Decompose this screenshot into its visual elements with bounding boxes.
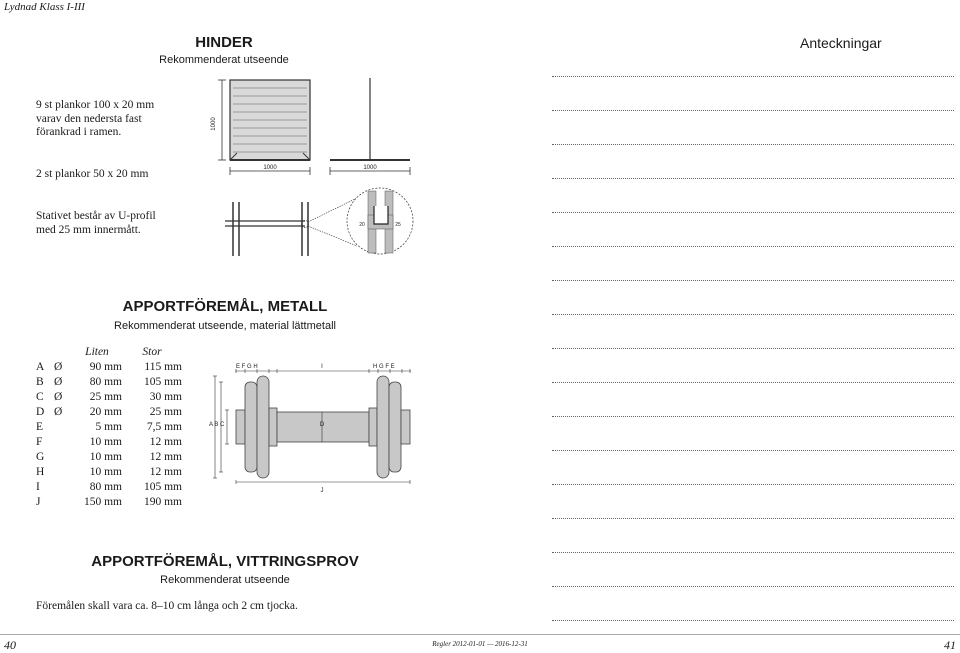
row-small: 10 mm	[89, 451, 122, 463]
col-large-header: Stor	[142, 346, 162, 358]
row-large: 105 mm	[143, 376, 182, 388]
row-large: 115 mm	[144, 361, 182, 373]
label-efgh-right: H G F E	[373, 364, 395, 370]
label-abc: A B C	[209, 422, 225, 428]
dim-base: 1000	[363, 165, 377, 171]
row-large: 7,5 mm	[146, 421, 182, 433]
row-letter: C	[36, 391, 44, 403]
table-row	[36, 420, 182, 435]
dim-width: 1000	[263, 165, 277, 171]
table-row	[36, 405, 182, 420]
text-line: förankrad i ramen.	[36, 126, 122, 138]
note-line	[552, 314, 954, 315]
text-line: med 25 mm innermått.	[36, 223, 141, 236]
text-line: 9 st plankor 100 x 20 mm	[36, 99, 155, 111]
row-letter: E	[36, 421, 44, 433]
note-line	[552, 552, 954, 553]
row-letter: A	[36, 361, 45, 373]
row-letter: I	[36, 481, 40, 493]
metall-subtitle: Rekommenderat utseende, material lättmetall	[114, 320, 336, 332]
row-letter: F	[36, 436, 43, 448]
table-row	[36, 390, 182, 405]
running-title: Lydnad Klass I-III	[4, 1, 85, 13]
row-small: 10 mm	[89, 466, 122, 478]
row-letter: J	[36, 496, 41, 508]
table-row	[36, 465, 182, 480]
note-line	[552, 416, 954, 417]
row-large: 25 mm	[149, 406, 182, 418]
footer-center: Regler 2012-01-01 — 2016-12-31	[432, 640, 528, 648]
row-symbol: Ø	[54, 391, 63, 403]
row-large: 12 mm	[149, 466, 182, 478]
label-efgh-left: E F G H	[236, 364, 258, 370]
table-row	[36, 360, 182, 375]
note-line	[552, 144, 954, 145]
row-small: 150 mm	[83, 496, 122, 508]
row-symbol	[54, 435, 72, 450]
row-large: 105 mm	[143, 481, 182, 493]
page-number-left: 40	[4, 638, 16, 652]
row-large: 30 mm	[149, 391, 182, 403]
row-symbol	[54, 495, 72, 510]
text-line: Stativet består av U-profil	[36, 210, 156, 222]
text-line: varav den nedersta fast	[36, 112, 142, 125]
row-large: 12 mm	[149, 451, 182, 463]
row-small: 25 mm	[89, 391, 122, 403]
note-line	[552, 178, 954, 179]
note-line	[552, 76, 954, 77]
row-small: 5 mm	[95, 421, 122, 433]
dumbbell-diagram	[205, 358, 425, 498]
note-line	[552, 280, 954, 281]
hinder-title: HINDER	[195, 34, 253, 51]
page-number-right: 41	[944, 638, 956, 652]
row-small: 80 mm	[89, 481, 122, 493]
label-i: I	[321, 364, 323, 370]
metall-title: APPORTFÖREMÅL, METALL	[122, 298, 328, 315]
row-letter: H	[36, 466, 45, 478]
dim-height: 1000	[211, 117, 217, 131]
note-line	[552, 484, 954, 485]
hinder-text-planks-small: 2 st plankor 50 x 20 mm	[36, 168, 149, 180]
note-line	[552, 348, 954, 349]
hinder-diagram	[205, 76, 420, 266]
row-symbol	[54, 420, 72, 435]
table-header-row	[36, 345, 182, 360]
metall-spec-table	[36, 345, 182, 510]
label-d: D	[319, 422, 325, 428]
vittring-title: APPORTFÖREMÅL, VITTRINGSPROV	[91, 553, 359, 570]
table-row	[36, 495, 182, 510]
row-large: 12 mm	[149, 436, 182, 448]
footer-rule	[0, 634, 960, 635]
label-j: J	[320, 488, 324, 494]
row-letter: B	[36, 376, 44, 388]
notes-title: Anteckningar	[800, 35, 882, 51]
row-small: 20 mm	[89, 406, 122, 418]
row-letter: G	[36, 451, 45, 463]
row-symbol	[54, 450, 72, 465]
hinder-subtitle: Rekommenderat utseende	[159, 54, 289, 66]
vittring-subtitle: Rekommenderat utseende	[160, 574, 290, 586]
row-symbol	[54, 480, 72, 495]
row-large: 190 mm	[143, 496, 182, 508]
row-letter: D	[36, 406, 45, 418]
table-row	[36, 450, 182, 465]
note-line	[552, 110, 954, 111]
note-line	[552, 518, 954, 519]
row-small: 10 mm	[89, 436, 122, 448]
hinder-text-planks	[36, 99, 154, 140]
dim-u-b: 25	[395, 222, 401, 228]
note-line	[552, 620, 954, 621]
note-line	[552, 382, 954, 383]
hinder-text-stand	[36, 210, 156, 237]
row-small: 90 mm	[89, 361, 122, 373]
note-line	[552, 246, 954, 247]
table-row	[36, 480, 182, 495]
note-line	[552, 450, 954, 451]
vittring-text: Föremålen skall vara ca. 8–10 cm långa och 2 cm tjocka.	[36, 600, 298, 612]
row-symbol: Ø	[54, 406, 63, 418]
dim-u-a: 20	[359, 222, 365, 228]
table-row	[36, 375, 182, 390]
row-symbol	[54, 465, 72, 480]
row-small: 80 mm	[89, 376, 122, 388]
table-row	[36, 435, 182, 450]
col-small-header: Liten	[85, 346, 109, 358]
row-symbol: Ø	[54, 361, 63, 373]
note-line	[552, 212, 954, 213]
row-symbol: Ø	[54, 376, 63, 388]
note-line	[552, 586, 954, 587]
